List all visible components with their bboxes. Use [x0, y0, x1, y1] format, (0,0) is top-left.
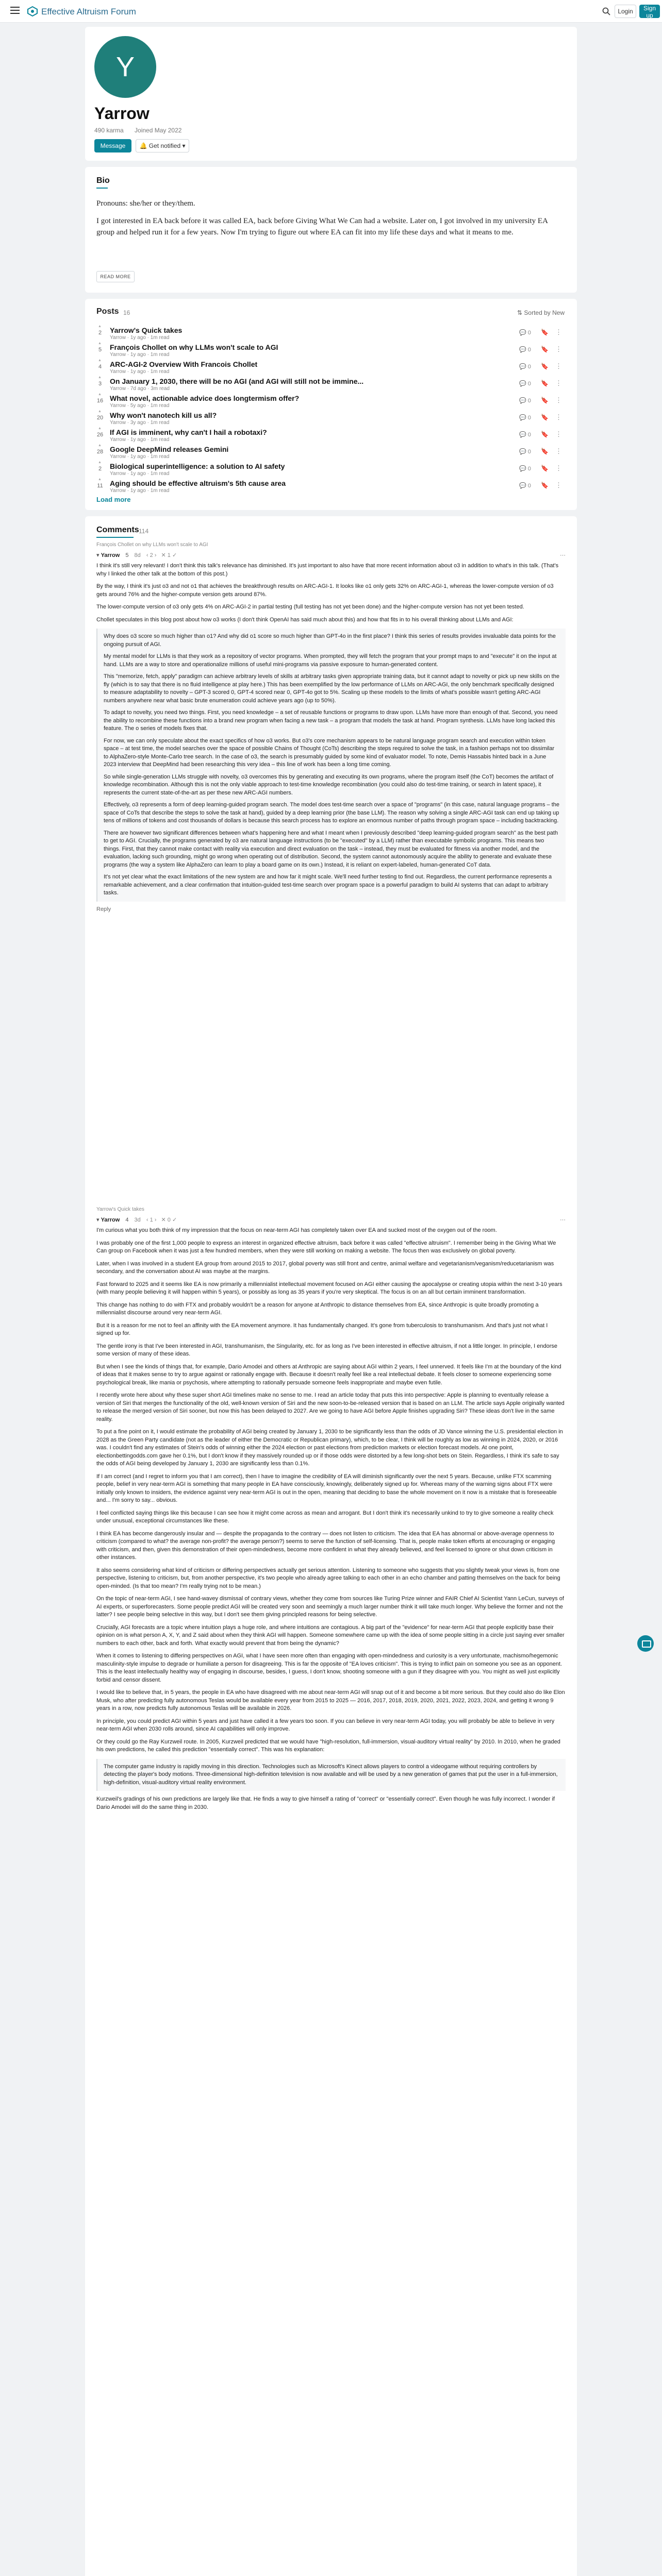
collapse-icon[interactable]: ▾ — [96, 552, 101, 558]
comments-count: 114 — [139, 528, 149, 535]
comment-icon: 💬 — [519, 398, 528, 404]
comment-count[interactable]: 💬 0 — [519, 449, 531, 455]
comment-count[interactable]: 💬 0 — [519, 398, 531, 404]
post-row[interactable] — [96, 410, 566, 427]
post-title[interactable]: Biological superintelligence: a solution to AI safety — [110, 462, 285, 470]
comment-karma: 5 — [125, 552, 129, 558]
post-score[interactable]: ▲ 5 — [96, 347, 104, 353]
comment-count[interactable]: 💬 0 — [519, 347, 531, 353]
profile-meta — [94, 127, 191, 134]
post-score[interactable]: ▲ 3 — [96, 381, 104, 387]
comment-icon: 💬 — [519, 364, 528, 370]
more-options-icon[interactable]: ⋮ — [555, 345, 562, 353]
posts-card — [85, 299, 577, 510]
read-more-button[interactable]: READ MORE — [96, 271, 135, 282]
post-score[interactable]: ▲ 2 — [96, 466, 104, 472]
post-meta: Yarrow · 1y ago · 1m read — [110, 352, 170, 358]
comments-card — [85, 516, 577, 2576]
collapse-icon[interactable]: ▾ — [96, 1217, 101, 1223]
comment-author[interactable]: Yarrow — [101, 1217, 120, 1223]
comment-count[interactable]: 💬 0 — [519, 364, 531, 370]
comment-icon: 💬 — [519, 449, 528, 455]
post-meta: Yarrow · 1y ago · 1m read — [110, 369, 170, 375]
post-title[interactable]: François Chollet on why LLMs won't scale to AGI — [110, 343, 278, 351]
post-meta: Yarrow · 1y ago · 1m read — [110, 471, 170, 477]
post-score[interactable]: ▲ 20 — [96, 415, 104, 421]
post-meta: Yarrow · 1y ago · 1m read — [110, 437, 170, 443]
post-row[interactable] — [96, 325, 566, 342]
post-row[interactable] — [96, 393, 566, 410]
post-row[interactable] — [96, 359, 566, 376]
chat-button[interactable] — [637, 1635, 654, 1652]
post-score[interactable]: ▲ 4 — [96, 364, 104, 370]
comment-body: I'm curious what you both think of my impression that the focus on near-term AGI has completely taken over EA and sucked most of the oxygen out of the room. I was probably one of the first 1,000 people to express an interest in organized effective altruism, back before it was called "effective altruism". I remember being in the Giving What We Can group on Facebook when it was just a few hundred members, when they were still working on making a website. The focus then was exclusively on global poverty. Later, when I was involved in a student EA group from around 2015 to 2017, global poverty was still front and centre, animal welfare and vegetarianism/veganism/reducetarianism was secondary, and the conversation about AI was maybe at the margins. Fast forward to 2025 and it seems like EA is now primarily a millennialist intellectual movement focused on AGI either causing the apocalypse or creating utopia within the next 3-10 years (with many people believing it will happen within 5 years), or possibly as long as 35 years if you're very skeptical. The focus is on an all but certain imminent transformation. This change has nothing to do with FTX and probably wouldn't be a reason for anyone at Anthropic to distance themselves from EA, since Anthropic is quite broadly promoting a millennialist discourse around very near-term AGI. But it is a reason for me not to feel an affinity with the EA movement anymore. It has fundamentally changed. It's gone from tuberculosis to transhumanism. And that's just not what I signed up for. The gentle irony is that I've been interested in AGI, transhumanism, the Singularity, etc. for as long as I've been interested in effective altruism, if not a little longer. In principle, I endorse some version of many of these ideas. But when I see the kinds of things that, for example, Dario Amodei and others at Anthropic are saying about AGI within 2 years, I feel unnerved. It feels like I'm at the boundary of the kind of ideas that it makes sense to try to argue against or rationally engage with. Because it doesn't really feel like a real intellectual debate. It feels closer to someone experiencing some psychological break, like mania or psychosis, where attempting to rationally persuade someone feels inappropriate and maybe even futile. I recently wrote here about why these super short AGI timelines make no sense to me. I read an article today that puts this into perspective: Apple is planning to eventually release a version of Siri that merges the functionality of the old, well-known version of Siri and the new soon-to-be-released version that is based on an LLM. The article says Apple originally wanted to release the merged version of Siri sooner, but now this has been delayed to 2027. Are we going to have AGI before Apple finishes upgrading Siri? These ideas don't live in the same reality. To put a fine point on it, I would estimate the probability of AGI being created by January 1, 2030 to be significantly less than the odds of JD Vance winning the U.S. presidential election in 2028 as the Green Party candidate (not as the leader of either the Democratic or Republican primary), which, to be clear, I think will be roughly as low as winning in 2024, 2020, or 2016 was. I couldn't find any estimates of Stein's odds of winning either the 2024 election or past elections from prediction markets or election forecast models. At one point, electionbettingodds.com gave her 0.1%, but I don't know if they massively rounded up or if those odds were distorted by a few long-shot bets on Stein. Regardless, I think it's safe to say the odds of AGI being developed by January 1, 2030 are significantly less than 0.1%. If I am correct (and I regret to inform you that I am correct), then I have to imagine the credibility of EA will diminish significantly over the next 5 years. Because, unlike FTX scamming people, belief in very near-term AGI is something that many people in EA have consciously, knowingly, deliberately signed up for. Whereas many of the warning signs about FTX were initially only known to insiders, the evidence against very near-term AGI is out in the open, meaning that deciding to base the whole movement on it now is a mistake that is foreseeable and... I'm sorry to say... obvious. I feel conflicted saying things like this because I can see how it might come across as mean and arrogant. But I don't think it's necessarily unkind to try to give someone a reality check under unusual, exceptional circumstances like these. I think EA has become dangerously insular and — despite the propaganda to the contrary — does not listen to criticism. The idea that EA has abnormal or above-average openness to criticism (compared to what? the average non-profit? the average person?) seems to serve the function of self-licensing. That is, people make token efforts at encouraging or engaging with criticism, and then, given this demonstration of their open-mindedness, become more confident in what they already believed, and feel licensed to ignore or shut down criticism in other instances. It also seems considering what kind of criticism or differing perspectives actually get serious attention. Listening to someone who suggests that you slightly tweak your views is, from one perspective, listening to criticism, but, from another perspective, it's two people who already agree talking to each other in an echo chamber and patting themselves on the back for being open-minded. (Is that too mean? I'm really trying not to be mean.) On the topic of near-term AGI, I see hand-wavey dismissal of contrary views, whether they come from sources like Turing Prize winner and FAIR Chief AI Scientist Yann LeCun, surveys of AI experts, or superforecasters. Some people predict AGI will be created very soon and seemingly a much larger number think it will take much longer. Why believe the former and not the latter? I see people being selective in this way, but I don't see them giving principled reasons for being selective. Crucially, AGI forecasts are a topic where intuition plays a huge role, and where intuitions are contagious. A big part of the "evidence" for near-term AGI that people explicitly base their opinion on is what person A, X, Y, and Z said about when they think AGI will happen. Someone somewhere came up with the idea of some people sitting in a circle just saying ever smaller numbers to each other, back and forth. What exactly would prevent that from being the dynamic? When it comes to listening to differing perspectives on AGI, what I have seen more often than engaging with open-mindedness and curiosity is a very unfortunate, machismo/hegemonic masculinity-style impulse to degrade or humiliate a person for disagreeing. This is far the opposite of "EA loves criticism". This is trying to inflict pain on someone you see as an opponent. This is the least intellectually healthy way of engaging in discourse, besides, I guess, I don't know, shooting someone with a gun if they disagree with you. You might as well just explicitly forbid and censor dissent. I would like to believe that, in 5 years, the people in EA who have disagreed with me about near-term AGI will snap out of it and become a bit more serious. But they could also do like Elon Musk, who after predicting fully autonomous Teslas would be available every year from 2015 to 2025 — 2016, 2017, 2018, 2019, 2020, 2021, 2022, 2023, 2024, and getting it wrong 9 years in a row, now predicts fully autonomous Teslas will be available in 2026. In principle, you could predict AGI within 5 years and just have called it a few years too soon. If you can believe in very near-term AGI today, you will probably be able to believe in very near-term AGI when 2030 rolls around, since AI capabilities will only improve. Or they could go the Ray Kurzweil route. In 2005, Kurzweil predicted that we would have "high-resolution, full-immersion, visual-auditory virtual reality" by 2010. In 2010, when he graded his own predictions, he called this prediction "essentially correct". This was his explanation: The computer game industry is rapidly moving in this direction. Technologies such as Microsoft's Kinect allows players to control a videogame without requiring controllers by detecting the player's body motions. Three-dimensional high-definition television is now available and will be used by a new generation of games that put the user in a full-immersion, high-definition, visual-auditory virtual reality environment. Kurzweil's gradings of his own predictions are largely like that. He finds a way to give himself a rating of "correct" or "essentially correct". Even though he was fully incorrect. I wonder if Dario Amodei will do the same thing in 2030. — [96, 1227, 565, 1810]
more-options-icon[interactable]: ⋮ — [555, 379, 562, 387]
sort-icon: ⇅ — [517, 309, 524, 316]
comment-icon: 💬 — [519, 381, 528, 387]
comment-icon: 💬 — [519, 347, 528, 353]
post-row[interactable] — [96, 461, 566, 478]
bookmark-icon[interactable]: 🔖 — [541, 329, 549, 336]
comment-icon: 💬 — [519, 432, 528, 438]
post-title[interactable]: Why won't nanotech kill us all? — [110, 411, 217, 419]
comment-icon: 💬 — [519, 466, 528, 472]
joined-date: Joined May 2022 — [135, 127, 182, 134]
post-score[interactable]: ▲ 28 — [96, 449, 104, 455]
bookmark-icon[interactable]: 🔖 — [541, 482, 549, 489]
post-row[interactable] — [96, 444, 566, 461]
post-meta: Yarrow · 7d ago · 3m read — [110, 386, 170, 392]
comment — [96, 1207, 566, 1816]
post-score[interactable]: ▲ 16 — [96, 398, 104, 404]
bookmark-icon[interactable]: 🔖 — [541, 465, 549, 472]
post-title[interactable]: Aging should be effective altruism's 5th cause area — [110, 479, 286, 487]
bookmark-icon[interactable]: 🔖 — [541, 397, 549, 404]
post-meta: Yarrow · 5y ago · 1m read — [110, 403, 170, 409]
comment-icon: 💬 — [519, 483, 528, 489]
agree-vote-icon[interactable]: ✕ 1 ✓ — [161, 552, 177, 558]
blockquote: Why does o3 score so much higher than o1? And why did o1 score so much higher than GPT-4o in the first place? I think this series of results provides invaluable data points for the ongoing pursuit of AGI. My mental model for LLMs is that they work as a repository of vector programs. When prompted, they will fetch the program that your prompt maps to and "execute" it on the input at hand. LLMs are a way to store and operationalize millions of useful mini-programs via passive exposure to human-generated content. This "memorize, fetch, apply" paradigm can achieve arbitrary levels of skills at arbitrary tasks given appropriate training data, but it cannot adapt to novelty or pick up new skills on the fly (which is to say that there is no fluid intelligence at play here.) This has been exemplified by the low performance of LLMs on ARC-AGI, the only benchmark specifically designed to measure adaptability to novelty – GPT-3 scored 0, GPT-4 scored near 0, GPT-4o got to 5%. Scaling up these models to the limits of what's possible wasn't getting ARC-AGI numbers anywhere near what basic brute enumeration could achieve years ago (up to 50%). To adapt to novelty, you need two things. First, you need knowledge – a set of reusable functions or programs to draw upon. LLMs have more than enough of that. Second, you need the ability to recombine these functions into a brand new program when facing a new task – a program that models the task at hand. Program synthesis. LLMs have long lacked this feature. The o series of models fixes that. For now, we can only speculate about the exact specifics of how o3 works. But o3's core mechanism appears to be natural language program search and execution within token space – at test time, the model searches over the space of possible Chains of Thought (CoTs) describing the steps required to solve the task, in a fashion perhaps not too dissimilar to AlphaZero-style Monte-Carlo tree search. In the case of o3, the search is presumably guided by some kind of evaluator model. To note, Demis Hassabis hinted back in a June 2023 interview that DeepMind had been researching this very idea – this line of work has been a long time coming. So while single-generation LLMs struggle with novelty, o3 overcomes this by generating and executing its own programs, where the program itself (the CoT) becomes the artifact of knowledge recombination. Although this is not the only viable approach to test-time knowledge recombination (you could also do test-time training, or search in latent space), it represents the current state-of-the-art as per these new ARC-AGI numbers. Effectively, o3 represents a form of deep learning-guided program search. The model does test-time search over a space of "programs" (in this case, natural language programs – the space of CoTs that describe the steps to solve the task at hand), guided by a deep learning prior (the base LLM). The reason why solving a single ARC-AGI task can end up taking up tens of millions of tokens and cost thousands of dollars is because this search process has to explore an enormous number of paths through program space – including backtracking. There are however two significant differences between what's happening here and what I meant when I previously described "deep learning-guided program search" as the best path to get to AGI. Crucially, the programs generated by o3 are natural language instructions (to be "executed" by a LLM) rather than executable symbolic programs. This means two things. First, that they cannot make contact with reality via execution and direct evaluation on the task – instead, they must be evaluated for fitness via another model, and the evaluation, lacking such grounding, might go wrong when operating out of distribution. Second, the system cannot autonomously acquire the ability to generate and evaluate these programs (the way a system like AlphaZero can learn to play a board game on its own.) Instead, it is reliant on expert-labeled, human-generated CoT data. It's not yet clear what the exact limitations of the new system are and how far it might scale. We'll need further testing to find out. Regardless, the current performance represents a remarkable achievement, and a clear confirmation that intuition-guided test-time search over program space is a powerful paradigm to build AI systems that can adapt to arbitrary tasks. — [96, 629, 566, 902]
bio-pronouns: Pronouns: she/her or they/them. — [96, 199, 195, 208]
brand-title[interactable]: Effective Altruism Forum — [41, 7, 136, 16]
bookmark-icon[interactable]: 🔖 — [541, 346, 549, 353]
top-nav — [0, 0, 662, 23]
sort-dropdown[interactable]: ⇅ Sorted by New — [517, 309, 565, 316]
post-title[interactable]: On January 1, 2030, there will be no AGI (and AGI will still not be immine... — [110, 377, 364, 385]
comment-count[interactable]: 💬 0 — [519, 466, 531, 472]
comment-body: I think it's still very relevant! I don't think this talk's relevance has diminished. It's just important to also have that more recent information about o3 in addition to what's in this talk. (That's why I linked the other talk at the bottom of this post.) By the way, I think it's just o3 and not o1 that achieves the breakthrough results on ARC-AGI-1. It looks like o1 only gets 32% on ARC-AGI-1, whereas the lower-compute version of o3 gets around 76% and the higher-compute version gets around 87%. The lower-compute version of o3 only gets 4% on ARC-AGI-2 in partial testing (full testing has not yet been done) and the higher-compute version has not yet been tested. Chollet speculates in this blog post about how o3 works (I don't think OpenAI has said much about this) and how that fits in to his overall thinking about LLMs and AGI: Why does o3 score so much higher than o1? And why did o1 score so much higher than GPT-4o in the first place? I think this series of results provides invaluable data points for the ongoing pursuit of AGI. My mental model for LLMs is that they work as a repository of vector programs. When prompted, they will fetch the program that your prompt maps to and "execute" it on the input at hand. LLMs are a way to store and operationalize millions of useful mini-programs via passive exposure to human-generated content. This "memorize, fetch, apply" paradigm can achieve arbitrary levels of skills at arbitrary tasks given appropriate training data, but it cannot adapt to novelty or pick up new skills on the fly (which is to say that there is no fluid intelligence at play here.) This has been exemplified by the low performance of LLMs on ARC-AGI, the only benchmark specifically designed to measure adaptability to novelty – GPT-3 scored 0, GPT-4 scored near 0, GPT-4o got to 5%. Scaling up these models to the limits of what's possible wasn't getting ARC-AGI numbers anywhere near what basic brute enumeration could achieve years ago (up to 50%). To adapt to novelty, you need two things. First, you need knowledge – a set of reusable functions or programs to draw upon. LLMs have more than enough of that. Second, you need the ability to recombine these functions into a brand new program when facing a new task – a program that models the task at hand. Program synthesis. LLMs have long lacked this feature. The o series of models fixes that. For now, we can only speculate about the exact specifics of how o3 works. But o3's core mechanism appears to be natural language program search and execution within token space – at test time, the model searches over the space of possible Chains of Thought (CoTs) describing the steps required to solve the task, in a fashion perhaps not too dissimilar to AlphaZero-style Monte-Carlo tree search. In the case of o3, the search is presumably guided by some kind of evaluator model. To note, Demis Hassabis hinted back in a June 2023 interview that DeepMind had been researching this very idea – this line of work has been a long time coming. So while single-generation LLMs struggle with novelty, o3 overcomes this by generating and executing its own programs, where the program itself (the CoT) becomes the artifact of knowledge recombination. Although this is not the only viable approach to test-time knowledge recombination (you could also do test-time training, or search in latent space), it represents the current state-of-the-art as per these new ARC-AGI numbers. Effectively, o3 represents a form of deep learning-guided program search. The model does test-time search over a space of "programs" (in this case, natural language programs – the space of CoTs that describe the steps to solve the task at hand), guided by a deep learning prior (the base LLM). The reason why solving a single ARC-AGI task can end up taking up tens of millions of tokens and cost thousands of dollars is because this search process has to explore an enormous number of paths through program space – including backtracking. There are however two significant differences between what's happening here and what I meant when I previously described "deep learning-guided program search" as the best path to get to AGI. Crucially, the programs generated by o3 are natural language instructions (to be "executed" by a LLM) rather than executable symbolic programs. This means two things. First, that they cannot make contact with reality via execution and direct evaluation on the task – instead, they must be evaluated for fitness via another model, and the evaluation, lacking such grounding, might go wrong when operating out of distribution. Second, the system cannot autonomously acquire the ability to generate and evaluate these programs (the way a system like AlphaZero can learn to play a board game on its own.) Instead, it is reliant on expert-labeled, human-generated CoT data. It's not yet clear what the exact limitations of the new system are and how far it might scale. We'll need further testing to find out. Regardless, the current performance represents a remarkable achievement, and a clear confirmation that intuition-guided test-time search over program space is a powerful paradigm to build AI systems that can adapt to arbitrary tasks. — [96, 562, 566, 902]
comment-karma: 4 — [125, 1217, 129, 1223]
comment-count[interactable]: 💬 0 — [519, 483, 531, 489]
more-options-icon[interactable]: ⋮ — [555, 481, 562, 489]
comment-count[interactable]: 💬 0 — [519, 415, 531, 421]
vote-arrows-icon[interactable]: ‹ 1 › — [146, 1217, 157, 1223]
post-score[interactable]: ▲ 2 — [96, 330, 104, 336]
more-options-icon[interactable]: ⋮ — [555, 328, 562, 336]
post-meta: Yarrow · 1y ago · 1m read — [110, 335, 170, 341]
load-more-link[interactable]: Load more — [96, 496, 131, 503]
post-meta: Yarrow · 1y ago · 1m read — [110, 488, 170, 494]
login-button[interactable]: Login — [615, 5, 636, 18]
bio-card — [85, 167, 577, 293]
comment-context-link[interactable]: Yarrow's Quick takes — [96, 1207, 144, 1212]
post-title[interactable]: Google DeepMind releases Gemini — [110, 445, 229, 453]
bio-paragraph: I got interested in EA back before it was called EA, back before Giving What We Can had a website. Later on, I got involved in my university EA group and helped run it for a few years. Now I'm trying to figure out where EA can fit into my life these days and what it means to me. — [96, 217, 548, 236]
karma-count: 490 karma — [94, 127, 124, 134]
comment-count[interactable]: 💬 0 — [519, 330, 531, 336]
post-title[interactable]: ARC-AGI-2 Overview With Francois Chollet — [110, 360, 258, 368]
post-score[interactable]: ▲ 26 — [96, 432, 104, 438]
menu-icon[interactable] — [10, 7, 20, 14]
get-notified-button[interactable]: 🔔 Get notified ▾ — [136, 139, 189, 152]
comment-time: 3d — [134, 1217, 141, 1223]
vote-arrows-icon[interactable]: ‹ 2 › — [146, 552, 157, 558]
comment-context-link[interactable]: François Chollet on why LLMs won't scale to AGI — [96, 542, 208, 548]
more-options-icon[interactable]: ⋮ — [555, 430, 562, 438]
comment-count[interactable]: 💬 0 — [519, 381, 531, 387]
posts-count: 16 — [123, 309, 130, 316]
comment-count[interactable]: 💬 0 — [519, 432, 531, 438]
bell-icon: 🔔 — [139, 142, 149, 149]
post-title[interactable]: What novel, actionable advice does longtermism offer? — [110, 394, 300, 402]
post-row[interactable] — [96, 427, 566, 444]
comment-icon: 💬 — [519, 330, 528, 336]
comment-options-icon[interactable]: ⋯ — [560, 552, 566, 558]
agree-vote-icon[interactable]: ✕ 0 ✓ — [161, 1217, 177, 1223]
chevron-down-icon: ▾ — [180, 142, 186, 149]
post-row[interactable] — [96, 478, 566, 495]
bookmark-icon[interactable]: 🔖 — [541, 363, 549, 370]
profile-name: Yarrow — [94, 104, 150, 123]
comment-header — [96, 1216, 566, 1224]
post-title[interactable]: Yarrow's Quick takes — [110, 326, 183, 334]
post-row[interactable] — [96, 376, 566, 393]
comment — [96, 542, 566, 912]
blockquote: The computer game industry is rapidly moving in this direction. Technologies such as Microsoft's Kinect allows players to control a videogame without requiring controllers by detecting the player's body motions. Three-dimensional high-definition television is now available and will be used by a new generation of games that put the user in a full-immersion, high-definition, visual-auditory virtual reality environment. — [96, 1759, 566, 1791]
comment-options-icon[interactable]: ⋯ — [560, 1217, 566, 1223]
more-options-icon[interactable]: ⋮ — [555, 447, 562, 455]
bookmark-icon[interactable]: 🔖 — [541, 414, 549, 421]
more-options-icon[interactable]: ⋮ — [555, 464, 562, 472]
post-meta: Yarrow · 1y ago · 1m read — [110, 454, 170, 460]
more-options-icon[interactable]: ⋮ — [555, 413, 562, 421]
post-row[interactable] — [96, 342, 566, 359]
bookmark-icon[interactable]: 🔖 — [541, 431, 549, 438]
comment-icon: 💬 — [519, 415, 528, 421]
post-meta: Yarrow · 3y ago · 1m read — [110, 420, 170, 426]
post-score[interactable]: ▲ 11 — [96, 483, 104, 489]
message-button[interactable]: Message — [94, 139, 131, 152]
reply-link[interactable]: Reply — [96, 906, 111, 912]
comment-header — [96, 552, 566, 559]
comment-time: 8d — [134, 552, 141, 558]
bookmark-icon[interactable]: 🔖 — [541, 380, 549, 387]
signup-button[interactable]: Sign up — [639, 5, 660, 18]
posts-title: Posts — [96, 307, 119, 316]
avatar: Y — [94, 36, 156, 98]
comment-author[interactable]: Yarrow — [101, 552, 120, 558]
bio-title: Bio — [96, 176, 110, 185]
search-icon[interactable] — [602, 7, 610, 15]
bookmark-icon[interactable]: 🔖 — [541, 448, 549, 455]
more-options-icon[interactable]: ⋮ — [555, 362, 562, 370]
profile-card — [85, 27, 577, 161]
comments-title: Comments — [96, 526, 139, 535]
more-options-icon[interactable]: ⋮ — [555, 396, 562, 404]
forum-logo-icon[interactable] — [27, 6, 38, 17]
post-title[interactable]: If AGI is imminent, why can't I hail a robotaxi? — [110, 428, 267, 436]
